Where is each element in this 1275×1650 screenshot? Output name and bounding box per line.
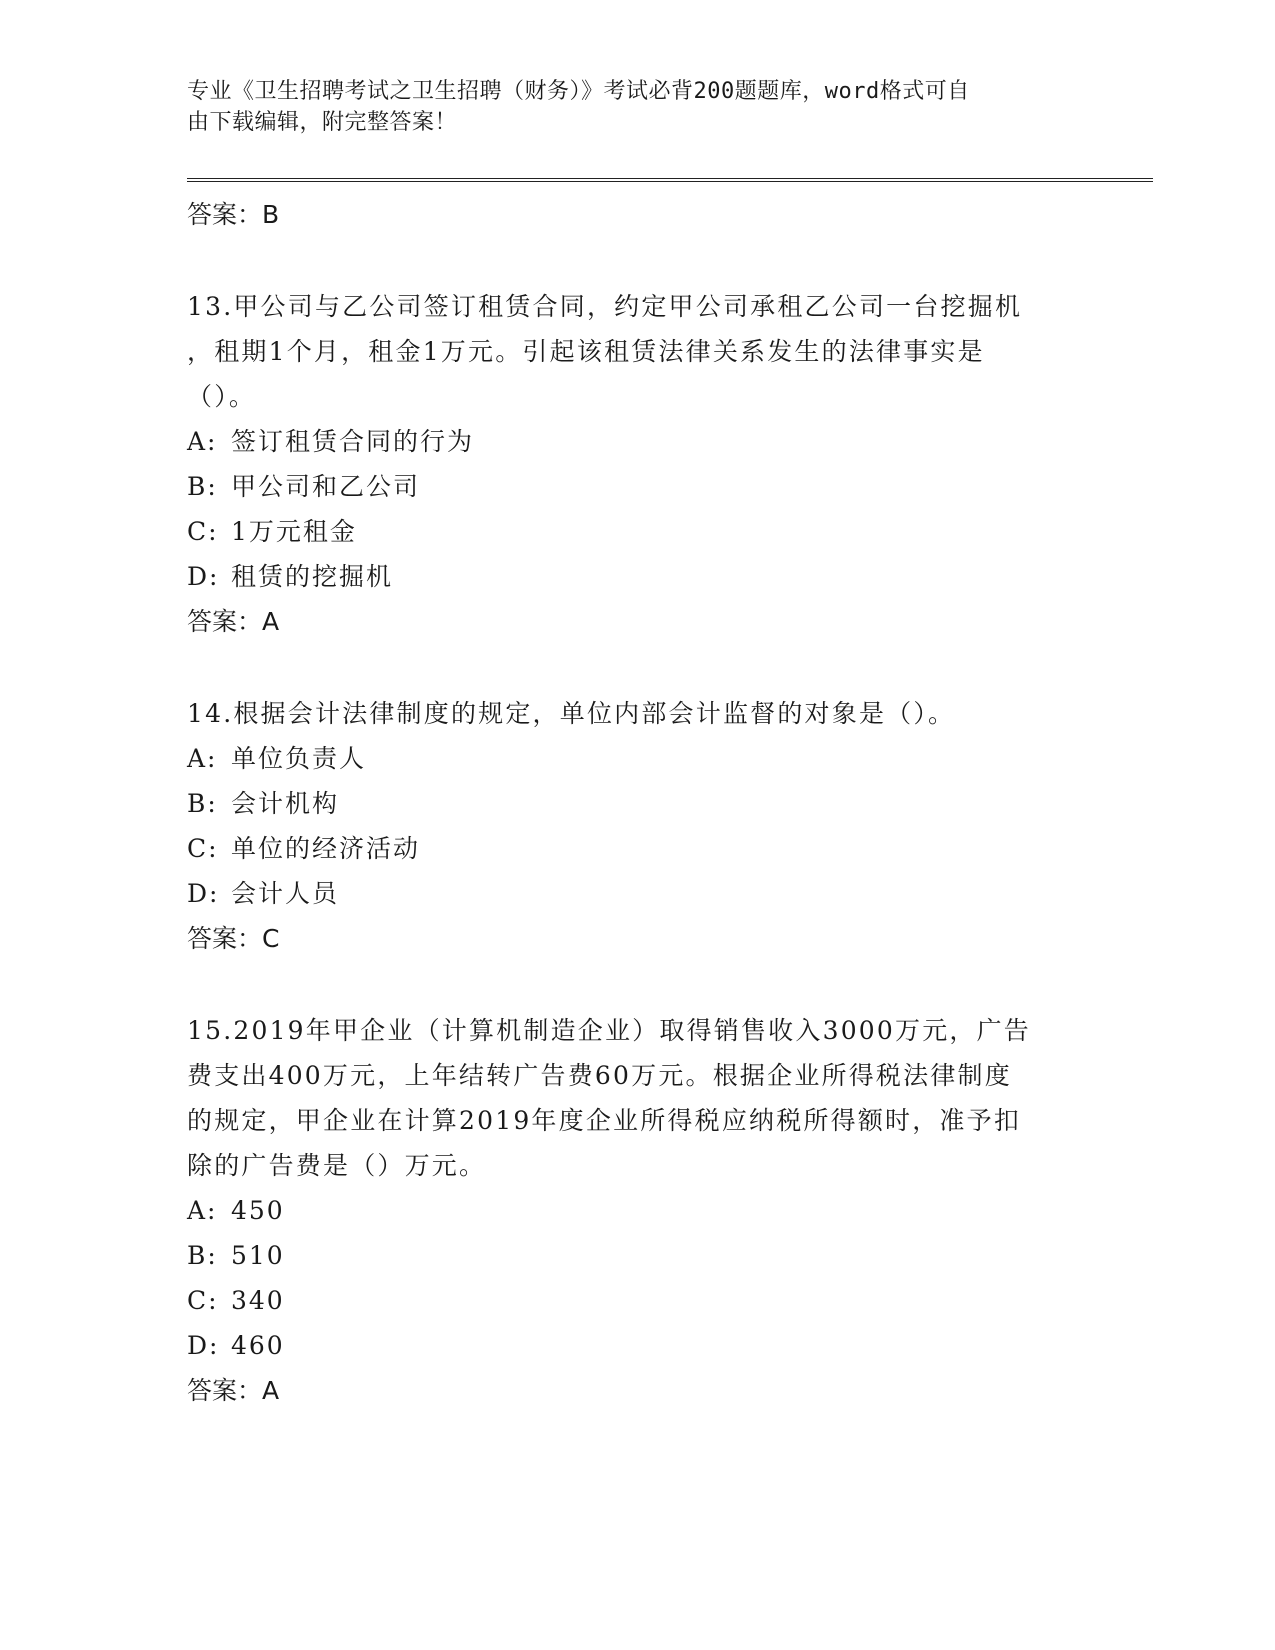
question-list [187, 192, 1087, 1413]
option-text: 租赁的挖掘机 [231, 562, 394, 591]
option-letter: C: [187, 517, 219, 546]
question-gap [187, 237, 1087, 284]
questions-container [187, 237, 1087, 1413]
option-text: 会计机构 [231, 789, 340, 818]
question-stem-line: 除的广告费是（）万元。 [187, 1151, 487, 1180]
question-stem-line: 14.根据会计法律制度的规定，单位内部会计监督的对象是（）。 [187, 699, 956, 728]
answer-option [187, 1278, 1087, 1323]
question-block [187, 691, 1087, 961]
question-stem-line: （）。 [187, 382, 257, 411]
answer-option [187, 736, 1087, 781]
question-stem-line: 13.甲公司与乙公司签订租赁合同，约定甲公司承租乙公司一台挖掘机 [187, 292, 1023, 321]
question-stem-line: 的规定，甲企业在计算2019年度企业所得税应纳税所得额时，准予扣 [187, 1106, 1022, 1135]
question-gap [187, 644, 1087, 691]
question-gap [187, 961, 1087, 1008]
answer-option [187, 554, 1087, 599]
option-text: 1万元租金 [231, 517, 357, 546]
option-text: 会计人员 [231, 879, 340, 908]
question-block [187, 1008, 1087, 1413]
option-letter: D: [187, 879, 220, 908]
answer-option [187, 1323, 1087, 1368]
question-answer: 答案：C [187, 924, 280, 953]
answer-option [187, 509, 1087, 554]
option-text: 签订租赁合同的行为 [231, 427, 475, 456]
header-line-2: 由下载编辑，附完整答案！ [187, 110, 458, 135]
option-text: 510 [231, 1241, 285, 1270]
question-stem-line: 费支出400万元，上年结转广告费60万元。根据企业所得税法律制度 [187, 1061, 1012, 1090]
answer-option [187, 1233, 1087, 1278]
option-letter: C: [187, 834, 219, 863]
previous-answer: 答案：B [187, 200, 280, 229]
option-text: 460 [231, 1331, 285, 1360]
question-block [187, 284, 1087, 644]
option-letter: A: [187, 1196, 218, 1225]
question-answer: 答案：A [187, 1376, 280, 1405]
option-letter: B: [187, 1241, 218, 1270]
option-text: 甲公司和乙公司 [231, 472, 421, 501]
option-letter: B: [187, 472, 218, 501]
header-divider [187, 178, 1153, 182]
option-letter: C: [187, 1286, 219, 1315]
option-letter: B: [187, 789, 218, 818]
answer-option [187, 419, 1087, 464]
document-header [187, 76, 1067, 138]
option-text: 450 [231, 1196, 285, 1225]
question-stem-line: ，租期1个月，租金1万元。引起该租赁法律关系发生的法律事实是 [187, 337, 985, 366]
answer-option [187, 781, 1087, 826]
answer-option [187, 464, 1087, 509]
answer-option [187, 1188, 1087, 1233]
question-answer: 答案：A [187, 607, 280, 636]
question-stem-line: 15.2019年甲企业（计算机制造企业）取得销售收入3000万元，广告 [187, 1016, 1032, 1045]
option-letter: D: [187, 562, 220, 591]
option-text: 单位负责人 [231, 744, 367, 773]
option-letter: A: [187, 427, 218, 456]
answer-option [187, 826, 1087, 871]
option-letter: A: [187, 744, 218, 773]
answer-option [187, 871, 1087, 916]
option-text: 单位的经济活动 [231, 834, 421, 863]
option-letter: D: [187, 1331, 220, 1360]
header-line-1: 专业《卫生招聘考试之卫生招聘（财务）》考试必背200题题库，word格式可自 [187, 79, 970, 104]
option-text: 340 [231, 1286, 285, 1315]
